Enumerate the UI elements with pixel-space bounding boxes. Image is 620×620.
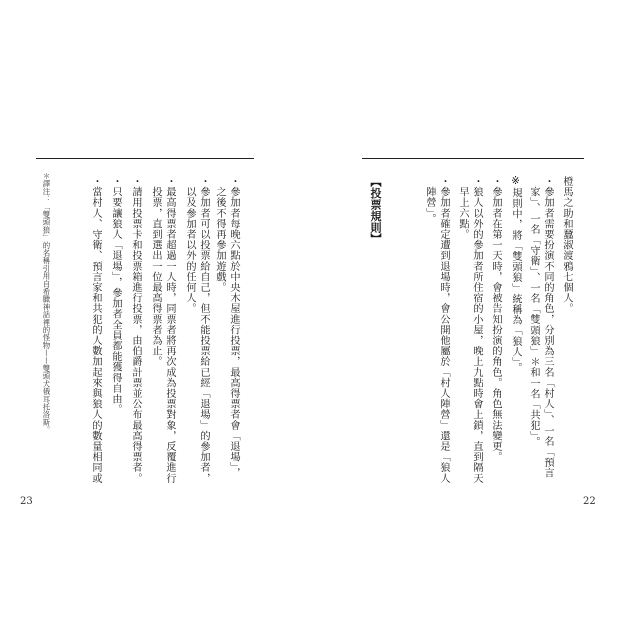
right-col-8: 陣營」。	[424, 176, 435, 224]
left-col-6: ・請用投票卡和投票箱進行投票，由伯爵計票並公布最高得票者。	[130, 176, 141, 484]
right-page-top-rule	[362, 158, 584, 159]
left-col-7: ・只要讓狼人「退場」，參加者全員都能獲得自由。	[110, 176, 121, 415]
left-col-4: ・最高得票者超過一人時，同票者將再次成為投票對象，反覆進行	[164, 176, 175, 484]
right-col-7: ・參加者確定遭到退場時，會公開他屬於「村人陣營」還是「狼人	[438, 176, 449, 484]
right-col-3: ※規則中，將「雙頭狼」統稱為「狼人」。	[510, 176, 521, 374]
left-col-3: 以及參加者以外的任何人。	[184, 176, 195, 314]
right-col-4: ・參加者在第一天時，會被告知扮演的角色。角色無法變更。	[490, 176, 501, 463]
left-page-number: 23	[20, 496, 33, 507]
translator-note: ＊譯注：「雙頭狼」的名稱引用自希臘神話裡的怪物——雙頭犬俄耳托洛斯。	[42, 172, 51, 434]
section-heading-voting-rules: 【投票規則】	[369, 176, 382, 245]
right-col-1: ・參加者需要扮演不同的角色，分別為三名「村人」、一名「預言	[542, 176, 553, 479]
left-col-5: 投票，直到選出一位最高得票者為止。	[150, 176, 161, 367]
left-page-top-rule	[36, 158, 254, 159]
right-page-number: 22	[583, 496, 596, 507]
left-col-1: 之後不得再參加遊戲。	[214, 176, 225, 293]
left-col-0: ・參加者每晚六點於中央木屋進行投票，最高得票者會「退場」，	[228, 176, 239, 479]
right-col-6: 早上六點。	[457, 176, 468, 240]
right-col-0: 橙馬之助和蠶淑渡鴉七個人。	[561, 176, 572, 314]
right-col-2: 家」、一名「守衛」、一名「雙頭狼」＊和一名「共犯」。	[528, 176, 539, 447]
left-col-8: ・當村人、守衛、預言家和共犯的人數加起來與狼人的數量相同或	[90, 176, 101, 484]
right-col-5: ・狼人以外的參加者所住宿的小屋，晚上九點時會上鎖，直到隔天	[471, 176, 482, 484]
left-col-2: ・參加者可以投票給自己，但不能投票給已經「退場」的參加者，	[198, 176, 209, 484]
